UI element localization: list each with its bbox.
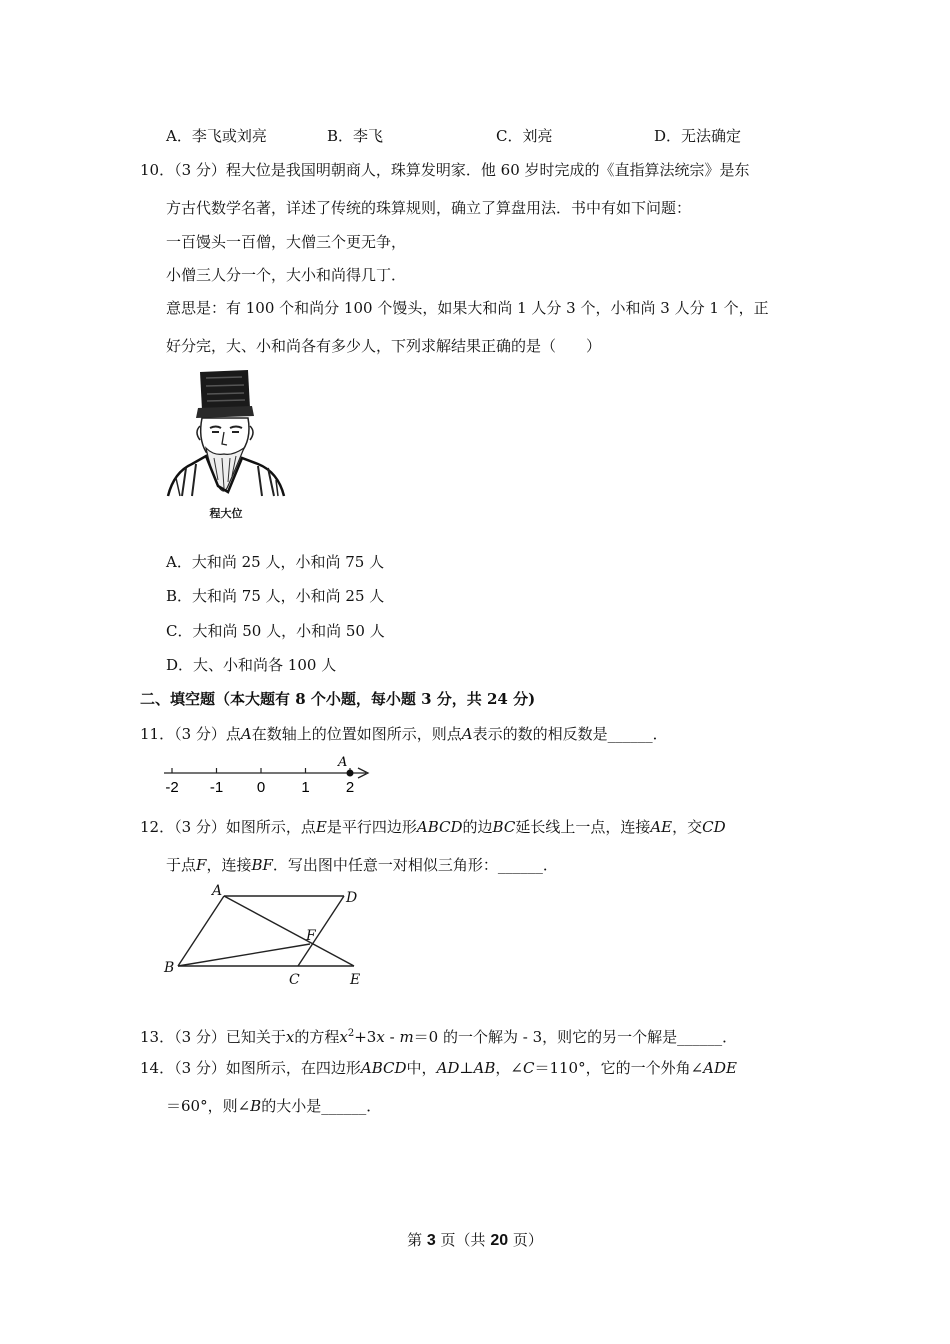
label-c: C: [289, 972, 300, 988]
q13-p5: ＝0 的一个解为 - 3，则它的另一个解是______．: [413, 1028, 738, 1046]
q14-l1-ad: AD: [436, 1059, 460, 1077]
footer-page-number: 3: [426, 1232, 436, 1249]
q14-l1-p4: ，∠: [495, 1059, 523, 1077]
q14-l2-p1: ＝60°，则∠: [166, 1097, 251, 1115]
q13-x2: x: [339, 1028, 348, 1046]
q14-l1-p5: ＝110°，它的一个外角∠: [534, 1059, 704, 1077]
q13-p4: -: [384, 1028, 400, 1046]
section-heading-fill-in: 二、填空题（本大题有 8 个小题，每小题 3 分，共 24 分): [140, 690, 536, 708]
q12-l2-f: F: [196, 856, 207, 874]
q13-x3: x: [376, 1028, 385, 1046]
q13-p2: 的方程: [294, 1028, 340, 1046]
segment-bf: [178, 944, 310, 966]
q9-option-d: D．无法确定: [654, 127, 742, 145]
q12-l1-ae: AE: [650, 818, 673, 836]
label-b: B: [164, 960, 175, 976]
point-a-dot: [347, 770, 354, 777]
page-footer: [0, 1229, 950, 1250]
q12-l1-p3: 的边: [462, 818, 493, 836]
q11-var-a: A: [240, 725, 252, 743]
number-line-tick-label: -2: [165, 779, 179, 796]
q11-number: 11．（3 分）点: [140, 725, 241, 743]
q14-l1-ab: AB: [473, 1059, 496, 1077]
q12-l1-bc: BC: [492, 818, 516, 836]
q11-tail: 表示的数的相反数是______．: [472, 725, 668, 743]
q12-line-1: [140, 817, 726, 837]
q14-line-1: [140, 1058, 737, 1078]
q10-option-b: B．大和尚 75 人，小和尚 25 人: [166, 587, 385, 605]
q12-l1-abcd: ABCD: [416, 818, 463, 836]
q14-l1-abcd: ABCD: [360, 1059, 407, 1077]
q11-var-a2: A: [461, 725, 473, 743]
q14-l1-ade: ADE: [703, 1059, 737, 1077]
label-f: F: [306, 928, 316, 944]
q12-l1-p2: 是平行四边形: [326, 818, 417, 836]
cheng-dawei-portrait: [162, 368, 290, 523]
portrait-caption: 程大位: [209, 507, 243, 520]
q9-option-c: C．刘亮: [496, 127, 553, 145]
number-line-tick-label: 0: [256, 779, 266, 796]
q13-x: x: [285, 1028, 295, 1046]
segment-dc: [298, 896, 344, 966]
q13-p3: +3: [354, 1028, 377, 1046]
q14-line-2: [166, 1096, 381, 1116]
q10-poem-line-1: 一百馒头一百僧，大僧三个更无争，: [166, 233, 407, 251]
q12-l1-p5: ，交: [672, 818, 703, 836]
q12-line-2: [166, 855, 558, 875]
q14-l1-c: C: [522, 1059, 535, 1077]
q9-option-b: B．李飞: [327, 127, 384, 145]
q12-l1-p4: 延长线上一点，连接: [515, 818, 651, 836]
q10-line-2: 方古代数学名著，详述了传统的珠算规则，确立了算盘用法．书中有如下问题：: [166, 199, 692, 217]
q12-l1-e: E: [315, 818, 327, 836]
q12-l1-p1: 12．（3 分）如图所示，点: [140, 818, 316, 836]
q10-option-c: C．大和尚 50 人，小和尚 50 人: [166, 622, 385, 640]
q9-option-a: A．李飞或刘亮: [166, 127, 267, 145]
q14-l1-p2: 中，: [406, 1059, 437, 1077]
q13-m: m: [399, 1028, 414, 1046]
q10-line-5: 意思是：有 100 个和尚分 100 个馒头，如果大和尚 1 人分 3 个，小和尚 3 人分 1 个，正: [166, 299, 769, 317]
q11-text: [140, 724, 668, 744]
q10-option-d: D．大、小和尚各 100 人: [166, 656, 337, 674]
number-line-tick-label: 2: [345, 779, 355, 796]
point-a-label: A: [338, 755, 348, 770]
q12-l2-p3: ．写出图中任意一对相似三角形：______．: [272, 856, 558, 874]
q13-text: [140, 1024, 737, 1047]
number-line-tick-label: 1: [301, 779, 310, 796]
q14-l2-b: B: [250, 1097, 262, 1115]
q10-line-1: 10．（3 分）程大位是我国明朝商人，珠算发明家．他 60 岁时完成的《直指算法统宗》是东: [140, 161, 750, 179]
footer-p2: 页（共: [435, 1231, 491, 1249]
segment-ab: [178, 896, 224, 966]
label-a: A: [212, 883, 223, 899]
label-e: E: [350, 972, 361, 988]
q12-l1-cd: CD: [702, 818, 726, 836]
q12-parallelogram-figure: [158, 880, 378, 990]
q11-number-line: [160, 752, 380, 798]
q14-l2-p2: 的大小是______．: [261, 1097, 382, 1115]
q13-exponent: 2: [347, 1028, 355, 1039]
number-line-tick-label: -1: [209, 779, 224, 796]
q10-option-a: A．大和尚 25 人，小和尚 75 人: [166, 553, 385, 571]
q10-poem-line-2: 小僧三人分一个，大小和尚得几丁．: [166, 266, 407, 284]
q11-mid: 在数轴上的位置如图所示，则点: [251, 725, 462, 743]
footer-total-pages: 20: [490, 1232, 509, 1249]
q14-l1-p3: ⊥: [459, 1059, 474, 1077]
q12-l2-bf: BF: [251, 856, 273, 874]
footer-p1: 第: [407, 1231, 427, 1249]
label-d: D: [346, 890, 358, 906]
q12-l2-p1: 于点: [166, 856, 197, 874]
q13-p1: 13．（3 分）已知关于: [140, 1028, 286, 1046]
q12-l2-p2: ，连接: [206, 856, 252, 874]
footer-p3: 页）: [508, 1231, 543, 1249]
q14-l1-p1: 14．（3 分）如图所示，在四边形: [140, 1059, 361, 1077]
q10-line-6: 好分完，大、小和尚各有多少人，下列求解结果正确的是（ ）: [166, 337, 602, 355]
portrait-drawing: [162, 368, 290, 523]
